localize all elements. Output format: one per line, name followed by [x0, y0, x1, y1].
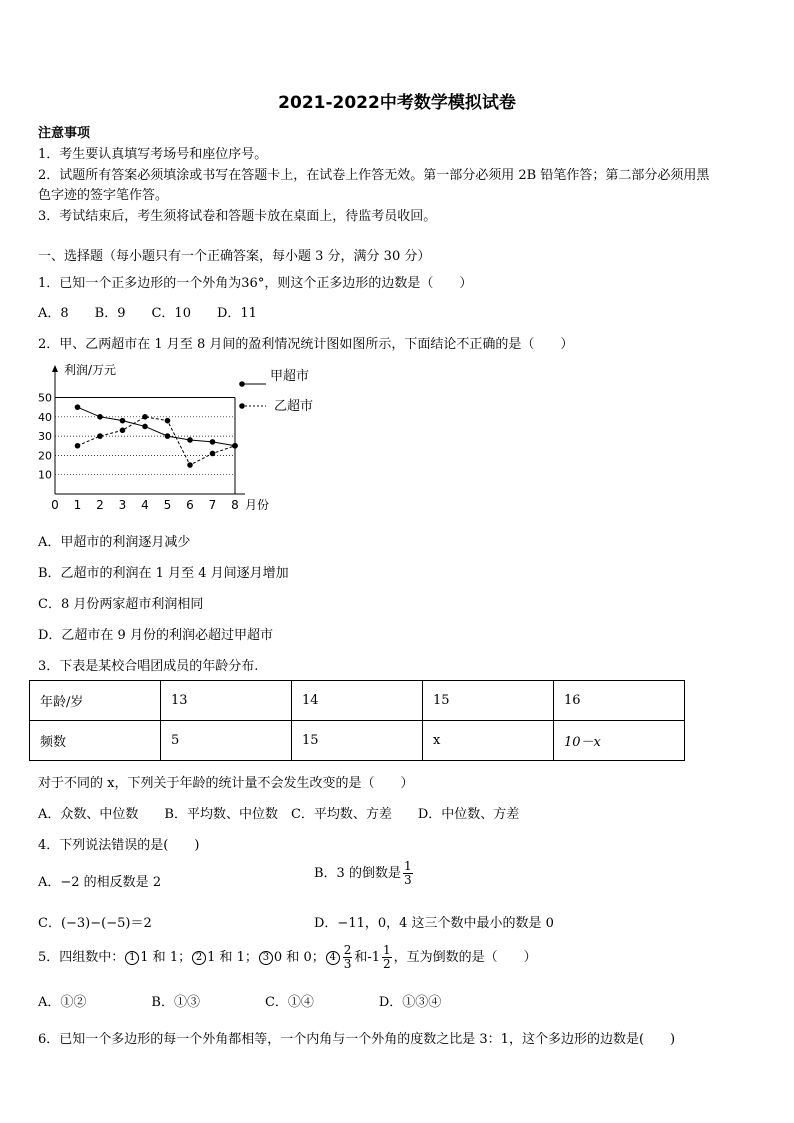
q5-stem	[38, 944, 537, 971]
q5-group-2: 1 和 1；	[207, 950, 258, 965]
table-cell: 5	[161, 721, 292, 761]
q2-option-d: D．乙超市在 9 月份的利润必超过甲超市	[38, 628, 273, 643]
q5-group-3: 0 和 0；	[273, 950, 325, 965]
section-heading: 一、选择题（每小题只有一个正确答案，每小题 3 分，满分 30 分）	[38, 249, 431, 264]
q3-stem: 3．下表是某校合唱团成员的年龄分布.	[38, 659, 259, 674]
q3-follow: 对于不同的 x，下列关于年龄的统计量不会发生改变的是（ ）	[38, 776, 414, 791]
page-title: 2021-2022中考数学模拟试卷	[278, 93, 516, 113]
numerator: 2	[343, 943, 352, 957]
data-point	[210, 451, 216, 457]
x-tick-label: 6	[186, 498, 194, 512]
x-tick-label: 4	[141, 498, 149, 512]
data-point	[142, 424, 148, 430]
table-cell: 频数	[30, 721, 161, 761]
circled-number: 4	[326, 951, 340, 965]
age-distribution-table	[29, 680, 685, 761]
q4-option-d: D．−11，0，4 这三个数中最小的数是 0	[314, 916, 554, 931]
table-cell: 15	[423, 681, 554, 721]
table-cell: 10－x	[554, 721, 685, 761]
x-tick-label: 8	[231, 498, 239, 512]
y-tick-label: 20	[38, 449, 52, 463]
profit-line-chart	[38, 360, 338, 520]
denominator: 3	[403, 873, 412, 887]
fraction	[403, 860, 413, 887]
notice-item-2: 2．试题所有答案必须填涂或书写在答题卡上，在试卷上作答无效。第一部分必须用 2B 铅笔作答；第二部分必须用黑	[38, 168, 710, 183]
x-axis-label: 月份	[245, 498, 270, 512]
notice-heading: 注意事项	[38, 126, 91, 141]
denominator: 3	[343, 957, 352, 971]
y-tick-label: 30	[38, 430, 52, 444]
table-cell: 15	[292, 721, 423, 761]
x-tick-label: 5	[163, 498, 172, 512]
q2-option-b: B．乙超市的利润在 1 月至 4 月间逐月增加	[38, 566, 289, 581]
q2-option-a: A．甲超市的利润逐月减少	[38, 535, 191, 550]
data-point	[142, 414, 148, 420]
data-point	[97, 414, 103, 420]
numerator: 1	[403, 859, 412, 873]
table-cell: 13	[161, 681, 292, 721]
circled-number: 3	[259, 951, 273, 965]
denominator: 2	[383, 957, 391, 971]
q4-option-b	[314, 860, 415, 887]
data-point	[120, 418, 126, 424]
x-tick-label: 3	[118, 498, 127, 512]
data-point	[165, 433, 171, 439]
q1-options: A．8 B．9 C．10 D．11	[38, 306, 257, 321]
notice-item-2-cont: 色字迹的签字笔作答。	[38, 188, 169, 203]
table-cell: 16	[554, 681, 685, 721]
table-cell: x	[423, 721, 554, 761]
data-point	[187, 437, 193, 443]
notice-item-3: 3．考试结束后，考生须将试卷和答题卡放在桌面上，待监考员收回。	[38, 209, 437, 224]
q2-option-c: C．8 月份两家超市利润相同	[38, 597, 204, 612]
q2-stem: 2．甲、乙两超市在 1 月至 8 月间的盈利情况统计图如图所示，下面结论不正确的是（ ）	[38, 337, 574, 352]
notice-item-1: 1．考生要认真填写考场号和座位序号。	[38, 147, 268, 162]
data-point	[232, 443, 238, 449]
legend-marker	[239, 403, 245, 409]
y-axis-label: 利润/万元	[64, 363, 117, 377]
table-row	[30, 721, 685, 761]
q5-options: A．①② B．①③ C．①④ D．①③④	[38, 995, 442, 1010]
data-point	[210, 439, 216, 445]
legend-label: 乙超市	[274, 399, 314, 414]
data-point	[187, 462, 193, 468]
data-point	[165, 418, 171, 424]
q5-suffix: ，互为倒数的是（ ）	[393, 950, 537, 965]
legend-label: 甲超市	[270, 369, 310, 384]
table-cell: 年龄/岁	[30, 681, 161, 721]
circled-number: 2	[192, 951, 206, 965]
circled-number: 1	[125, 951, 139, 965]
y-tick-label: 40	[38, 410, 52, 424]
q4-option-a: A．−2 的相反数是 2	[38, 875, 162, 890]
table-cell: 14	[292, 681, 423, 721]
data-point	[97, 433, 103, 439]
y-tick-label: 10	[38, 468, 52, 482]
numerator: 1	[383, 943, 391, 957]
q5-group-4: 和-1	[354, 950, 381, 965]
q6-stem: 6．已知一个多边形的每一个外角都相等，一个内角与一个外角的度数之比是 3：1，这个多边形的边数是( )	[38, 1032, 676, 1047]
y-tick-label: 50	[38, 391, 52, 405]
data-point	[75, 443, 81, 449]
q5-prefix: 5．四组数中：	[38, 950, 125, 965]
legend-marker	[239, 381, 245, 387]
fraction	[382, 944, 392, 971]
table-row	[30, 681, 685, 721]
q4-option-b-text: B．3 的倒数是	[314, 866, 401, 881]
x-tick-label: 2	[96, 498, 104, 512]
q4-option-c: C．(−3)−(−5)＝2	[38, 916, 152, 931]
y-axis-arrow	[52, 365, 58, 372]
q1-stem: 1．已知一个正多边形的一个外角为36°，则这个正多边形的边数是（ ）	[38, 276, 473, 291]
fraction	[343, 944, 353, 971]
q4-stem: 4．下列说法错误的是( )	[38, 838, 200, 853]
x-tick-label: 0	[51, 498, 59, 512]
q3-options: A．众数、中位数 B．平均数、中位数 C．平均数、方差 D．中位数、方差	[38, 807, 520, 822]
x-tick-label: 7	[208, 498, 217, 512]
data-point	[75, 404, 81, 410]
x-tick-label: 1	[73, 498, 82, 512]
q5-group-1: 1 和 1；	[140, 950, 192, 965]
data-point	[120, 428, 126, 434]
